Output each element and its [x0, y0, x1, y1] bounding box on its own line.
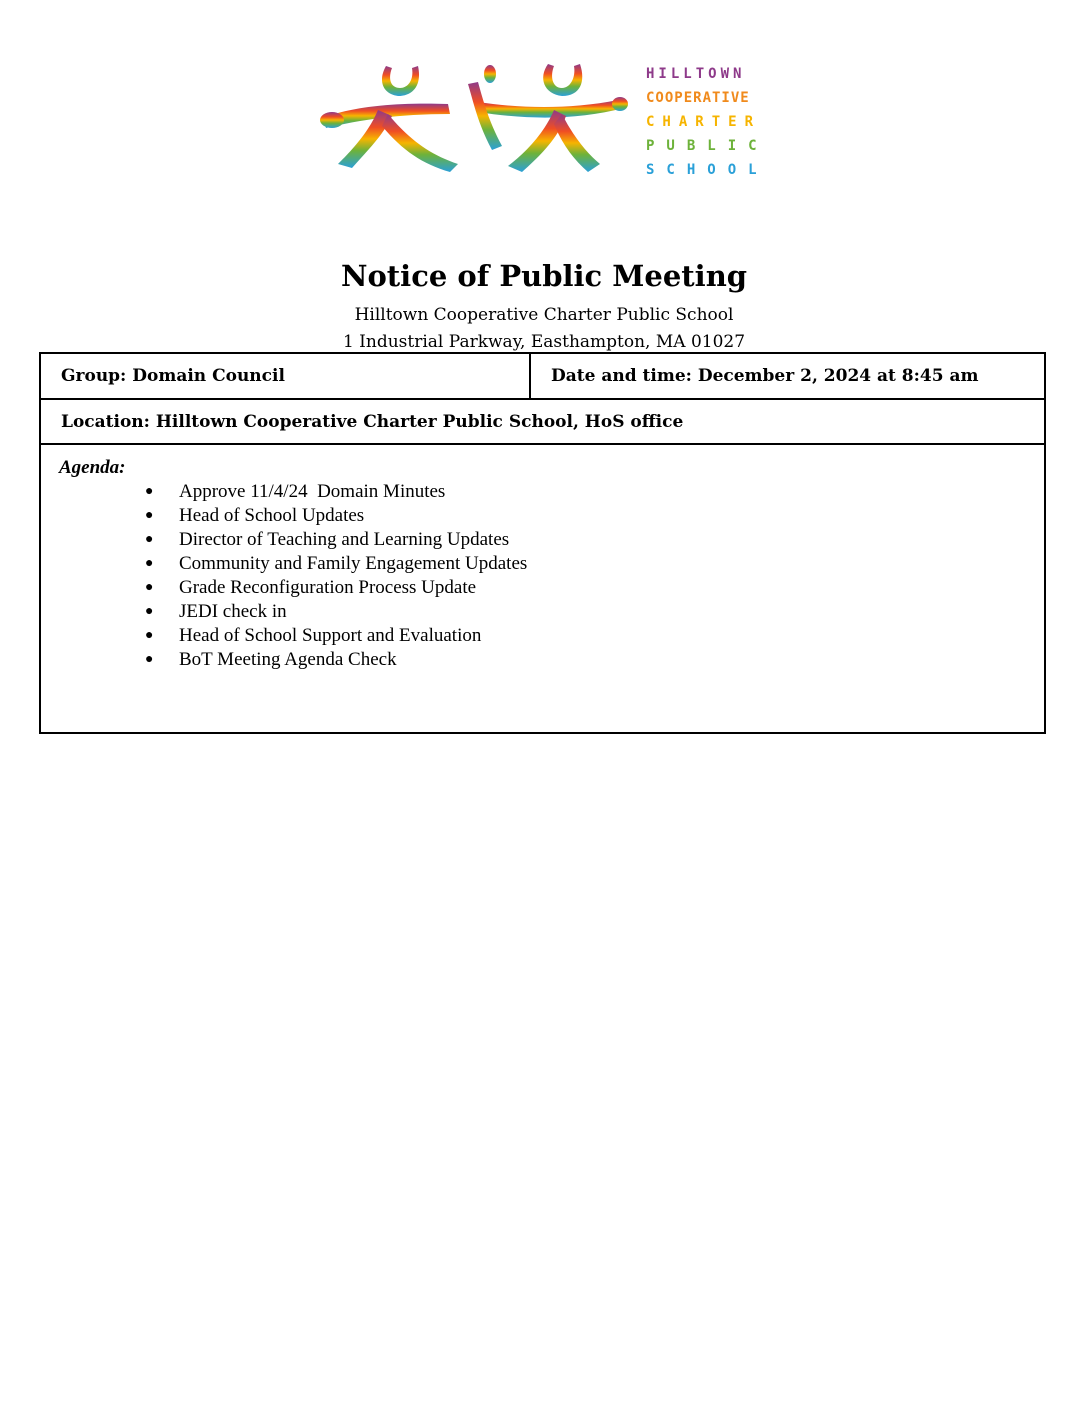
agenda-item-text: BoT Meeting Agenda Check: [179, 649, 397, 670]
agenda-item-text: Director of Teaching and Learning Updates: [179, 529, 510, 550]
meeting-details-table: [39, 352, 1046, 734]
table-row-location: [41, 400, 1044, 445]
list-item: [145, 504, 527, 528]
agenda-item-text: Community and Family Engagement Updates: [179, 553, 528, 574]
bullet-icon: ●: [145, 604, 154, 619]
school-logo: [318, 54, 788, 184]
list-item: [145, 576, 527, 600]
list-item: [145, 600, 527, 624]
list-item: [145, 528, 527, 552]
agenda-item-text: Head of School Support and Evaluation: [179, 625, 482, 646]
date-time-text: Date and time: December 2, 2024 at 8:45 am: [551, 366, 979, 386]
logo-line-1: HILLTOWN: [646, 66, 746, 82]
list-item: [145, 648, 527, 672]
bullet-icon: ●: [145, 484, 154, 499]
agenda-item-text: Approve 11/4/24 Domain Minutes: [179, 481, 446, 502]
date-time-cell: [531, 354, 1044, 398]
school-address: 1 Industrial Parkway, Easthampton, MA 01027: [342, 332, 746, 352]
page-title: Notice of Public Meeting: [340, 259, 748, 293]
location-text: Location: Hilltown Cooperative Charter Public School, HoS office: [61, 412, 684, 432]
agenda-label: Agenda:: [59, 457, 126, 478]
logo-line-5: SCHOOL: [646, 162, 769, 178]
bullet-icon: ●: [145, 652, 154, 667]
agenda-item-text: Head of School Updates: [179, 505, 365, 526]
group-cell: [41, 354, 531, 398]
group-text: Group: Domain Council: [61, 366, 285, 386]
agenda-cell: [41, 445, 1044, 732]
table-row-group-date: [41, 354, 1044, 400]
bullet-icon: ●: [145, 628, 154, 643]
agenda-item-text: JEDI check in: [179, 601, 287, 622]
logo-figures-icon: [318, 54, 638, 184]
logo-line-4: PUBLIC: [646, 138, 769, 154]
list-item: [145, 552, 527, 576]
list-item: [145, 624, 527, 648]
bullet-icon: ●: [145, 532, 154, 547]
bullet-icon: ●: [145, 580, 154, 595]
logo-line-3: CHARTER: [646, 114, 762, 130]
list-item: [145, 480, 527, 504]
logo-line-2: COOPERATIVE: [646, 90, 750, 106]
agenda-item-text: Grade Reconfiguration Process Update: [179, 577, 477, 598]
bullet-icon: ●: [145, 508, 154, 523]
bullet-icon: ●: [145, 556, 154, 571]
school-name: Hilltown Cooperative Charter Public School: [354, 305, 734, 325]
logo-wordmark: [646, 62, 786, 182]
agenda-list: [145, 480, 527, 672]
